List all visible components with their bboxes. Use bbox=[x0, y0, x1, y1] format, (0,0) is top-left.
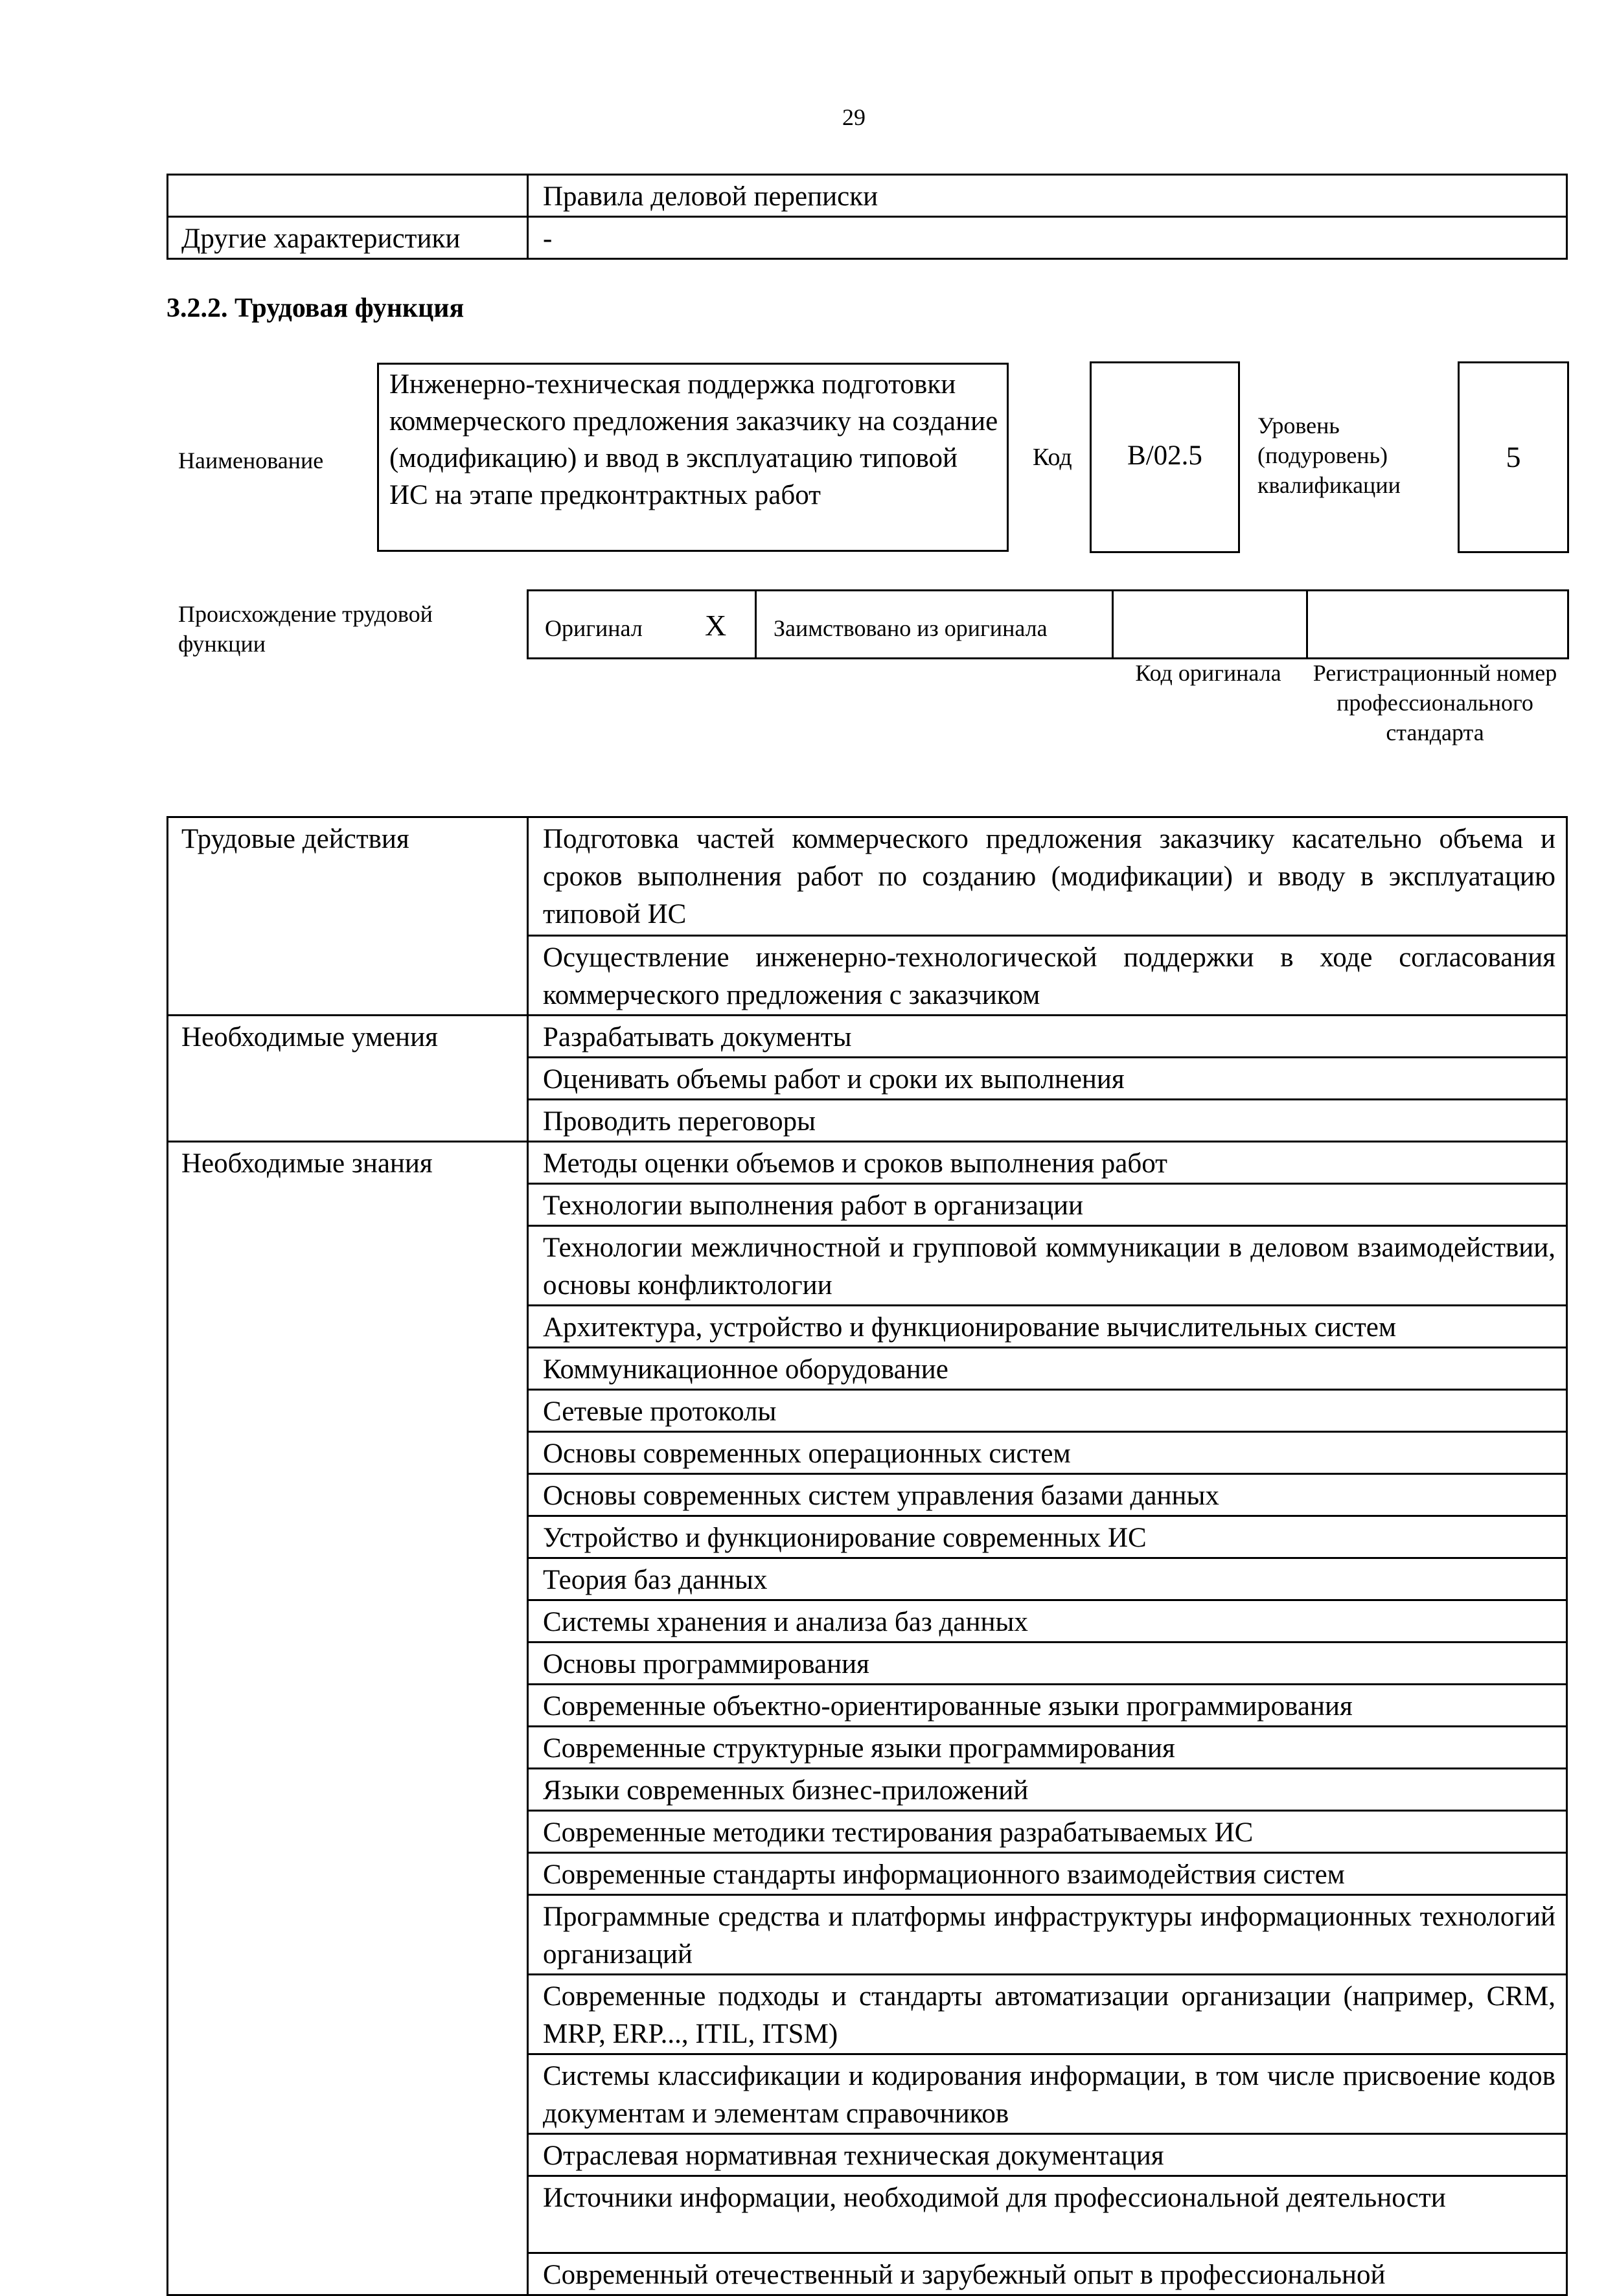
table-row bbox=[168, 1142, 1567, 1184]
table-cell: Коммуникационное оборудование bbox=[528, 1348, 1567, 1390]
section-title: 3.2.2. Трудовая функция bbox=[166, 293, 465, 323]
original-label: Оригинал bbox=[545, 615, 643, 641]
section-label: Необходимые умения bbox=[168, 1016, 528, 1142]
code-label: Код bbox=[1033, 444, 1072, 471]
table-cell: Программные средства и платформы инфраструктуры информационных технологий организаций bbox=[528, 1895, 1567, 1975]
level-box bbox=[1458, 361, 1569, 553]
table-cell: Технологии выполнения работ в организации bbox=[528, 1184, 1567, 1226]
original-mark: X bbox=[705, 609, 727, 642]
table-cell: Разрабатывать документы bbox=[528, 1016, 1567, 1058]
name-box bbox=[377, 363, 1009, 552]
reg-caption: Регистрационный номер профессионального стандарта bbox=[1313, 660, 1557, 745]
table-cell: Современные методики тестирования разрабатываемых ИС bbox=[528, 1811, 1567, 1853]
table-cell: Источники информации, необходимой для профессиональной деятельности bbox=[528, 2176, 1567, 2253]
table-cell: Проводить переговоры bbox=[528, 1100, 1567, 1142]
table-cell: Сетевые протоколы bbox=[528, 1390, 1567, 1432]
page-number: 29 bbox=[842, 104, 866, 130]
table-cell: Подготовка частей коммерческого предложения заказчику касательно объема и сроков выполнения работ по созданию (модификации) и вводу в эксплуатацию типовой ИС bbox=[528, 817, 1567, 936]
origin-divider bbox=[755, 591, 757, 657]
top-table-label bbox=[168, 175, 528, 217]
table-cell: Устройство и функционирование современных ИС bbox=[528, 1516, 1567, 1558]
table-cell: Оценивать объемы работ и сроки их выполнения bbox=[528, 1058, 1567, 1100]
table-cell: Современные объектно-ориентированные языки программирования bbox=[528, 1685, 1567, 1727]
origin-row bbox=[527, 589, 1569, 659]
table-row bbox=[168, 817, 1567, 936]
code-value: B/02.5 bbox=[1127, 440, 1202, 471]
table-cell: Системы хранения и анализа баз данных bbox=[528, 1600, 1567, 1642]
top-table-label: Другие характеристики bbox=[168, 217, 528, 259]
table-cell: Современные структурные языки программирования bbox=[528, 1727, 1567, 1769]
table-cell: Основы программирования bbox=[528, 1642, 1567, 1685]
table-row bbox=[168, 1016, 1567, 1058]
table-cell: Языки современных бизнес-приложений bbox=[528, 1769, 1567, 1811]
top-table-value: Правила деловой переписки bbox=[528, 175, 1567, 217]
table-cell: Современные стандарты информационного взаимодействия систем bbox=[528, 1853, 1567, 1895]
section-label: Необходимые знания bbox=[168, 1142, 528, 2295]
table-cell: Теория баз данных bbox=[528, 1558, 1567, 1600]
table-cell: Технологии межличностной и групповой коммуникации в деловом взаимодействии, основы конфликтологии bbox=[528, 1226, 1567, 1306]
table-cell: Архитектура, устройство и функционирование вычислительных систем bbox=[528, 1306, 1567, 1348]
level-value: 5 bbox=[1506, 440, 1521, 473]
table-cell: Осуществление инженерно-технологической поддержки в ходе согласования коммерческого предложения с заказчиком bbox=[528, 936, 1567, 1016]
table-cell: Основы современных систем управления базами данных bbox=[528, 1474, 1567, 1516]
table-cell: Современный отечественный и зарубежный опыт в профессиональной bbox=[528, 2253, 1567, 2295]
table-row bbox=[168, 175, 1567, 217]
function-name: Инженерно-техническая поддержка подготовки коммерческого предложения заказчику на создание (модификацию) и ввод в эксплуатацию типовой ИС на этапе предконтрактных работ bbox=[389, 369, 998, 510]
code-caption: Код оригинала bbox=[1135, 660, 1281, 686]
origin-divider bbox=[1112, 591, 1114, 657]
table-cell: Основы современных операционных систем bbox=[528, 1432, 1567, 1474]
name-label: Наименование bbox=[178, 448, 324, 473]
level-label: Уровень (подуровень) квалификации bbox=[1257, 413, 1401, 498]
borrowed-label: Заимствовано из оригинала bbox=[774, 615, 1048, 641]
origin-label: Происхождение трудовой функции bbox=[178, 601, 433, 657]
table-cell: Современные подходы и стандарты автоматизации организации (например, CRM, MRP, ERP..., ITIL, ITSM) bbox=[528, 1975, 1567, 2054]
table-row bbox=[168, 217, 1567, 259]
origin-divider bbox=[1306, 591, 1308, 657]
table-cell: Методы оценки объемов и сроков выполнения работ bbox=[528, 1142, 1567, 1184]
code-box bbox=[1090, 361, 1240, 553]
main-table bbox=[166, 816, 1568, 2296]
top-table-value: - bbox=[528, 217, 1567, 259]
table-cell: Системы классификации и кодирования информации, в том числе присвоение кодов документам и элементам справочников bbox=[528, 2054, 1567, 2134]
top-table bbox=[166, 174, 1568, 260]
section-label: Трудовые действия bbox=[168, 817, 528, 1016]
table-cell: Отраслевая нормативная техническая документация bbox=[528, 2134, 1567, 2176]
